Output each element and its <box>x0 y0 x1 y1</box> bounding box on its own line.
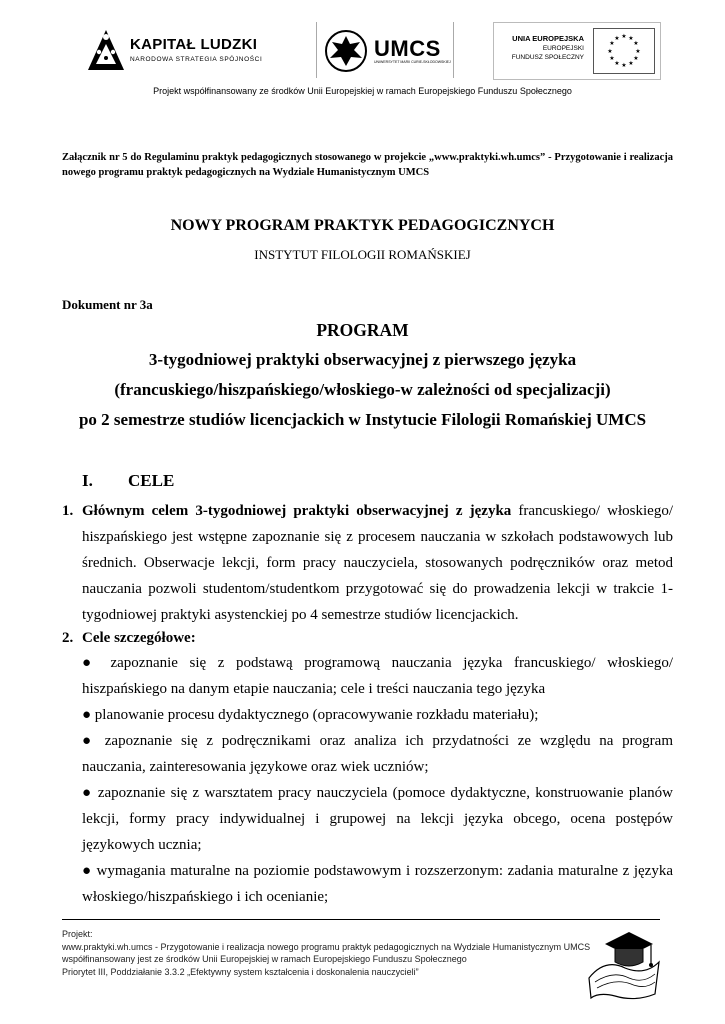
umcs-eagle-emblem-icon <box>324 28 368 74</box>
goals-list <box>82 650 673 910</box>
program-subtitle-1: 3-tygodniowej praktyki obserwacyjnej z pierwszego języka <box>148 350 577 369</box>
item2-number: 2. <box>62 630 74 646</box>
cofinance-note: Projekt współfinansowany ze środków Unii Europejskiej w ramach Europejskiego Funduszu Społecznego <box>153 86 572 96</box>
svg-text:★: ★ <box>614 60 620 67</box>
list-item: ● zapoznanie się z podstawą programową nauczania języka francuskiego/ włoskiego/ hiszpańskiego na danym etapie nauczania; cele i treści nauczania tego języka <box>82 655 673 697</box>
footer-divider <box>62 919 660 920</box>
svg-text:★: ★ <box>633 40 639 47</box>
footer-line-3: współfinansowany jest ze środków Unii Europejskiej w ramach Europejskiego Funduszu Społecznego <box>62 954 467 964</box>
svg-text:★: ★ <box>635 48 641 55</box>
svg-text:★: ★ <box>633 55 639 62</box>
eu-flag-icon <box>593 28 655 74</box>
eu-line3: FUNDUSZ SPOŁECZNY <box>511 54 584 61</box>
item1-text: francuskiego/ włoskiego/ hiszpańskiego jest wstępne zapoznanie się z procesem nauczania w szkołach podstawowych lub średnich. Obserwacje lekcji, form pracy nauczyciela, stosowanych podręczników oraz metod nauczania pozwoli studentom/studentkom przygotować się do prowadzenia lekcji w trakcie 1-tygodniowej praktyki asystenckiej po 4 semestrze studiów licencjackich. <box>82 503 673 623</box>
annex-note: Załącznik nr 5 do Regulaminu praktyk pedagogicznych stosowanego w projekcie „www.praktyki.wh.umcs” - Przygotowanie i realizacja nowego programu praktyk pedagogicznych na Wydziale Humanistycznym UMCS <box>62 152 673 178</box>
footer-line-1: Projekt: <box>62 929 93 939</box>
section-number: I. <box>82 471 93 490</box>
item2-label: Cele szczegółowe: <box>82 630 196 646</box>
item1-number: 1. <box>62 503 74 519</box>
footer-line-4: Priorytet III, Poddziałanie 3.3.2 „Efektywny system kształcenia i doskonalenia nauczycieli” <box>62 966 419 977</box>
umcs-fullname: UNIWERSYTET MARII CURIE-SKŁODOWSKIEJ <box>374 60 451 64</box>
eu-line1: UNIA EUROPEJSKA <box>512 34 584 43</box>
list-item: ● planowanie procesu dydaktycznego (opracowywanie rozkładu materiału); <box>82 707 539 723</box>
svg-text:★: ★ <box>621 62 627 69</box>
footer-text <box>62 928 592 978</box>
list-item: ● zapoznanie się z podręcznikami oraz analiza ich przydatności ze względu na program nauczania, zainteresowania językowe oraz wiek uczniów; <box>82 733 673 775</box>
section-title: CELE <box>128 471 175 490</box>
program-subtitle-3: po 2 semestrze studiów licencjackich w Instytucie Filologii Romańskiej UMCS <box>78 410 647 429</box>
item1-paragraph <box>82 498 673 628</box>
item1-bold-lead: Głównym celem 3-tygodniowej praktyki obserwacyjnej z języka <box>82 503 512 519</box>
institute-name: INSTYTUT FILOLOGII ROMAŃSKIEJ <box>254 247 471 262</box>
program-heading: PROGRAM <box>316 320 409 340</box>
program-subtitle-2: (francuskiego/hiszpańskiego/włoskiego-w zależności od specjalizacji) <box>114 380 611 399</box>
svg-text:★: ★ <box>609 40 615 47</box>
kapital-ludzki-title: KAPITAŁ LUDZKI <box>130 36 258 53</box>
kapital-ludzki-subtitle: NARODOWA STRATEGIA SPÓJNOŚCI <box>130 56 263 63</box>
list-item: ● wymagania maturalne na poziomie podstawowym i rozszerzonym: zadania maturalne z języka włoskiego/hiszpańskiego i ich ocenianie; <box>82 863 673 905</box>
svg-text:★: ★ <box>628 35 634 42</box>
graduation-cap-logo-icon <box>585 918 663 1004</box>
svg-text:★: ★ <box>621 33 627 40</box>
footer-line-2: www.praktyki.wh.umcs - Przygotowanie i realizacja nowego programu praktyk pedagogicznych na Wydziale Humanistycznym UMCS <box>62 941 591 952</box>
eu-line2: EUROPEJSKI <box>542 45 584 52</box>
svg-text:★: ★ <box>614 35 620 42</box>
list-item: ● zapoznanie się z warsztatem pracy nauczyciela (pomoce dydaktyczne, konstruowanie planów lekcji, formy pracy indywidualnej i grupowej na lekcji języka obcego, ocena postępów językowych ucznia; <box>82 785 673 853</box>
umcs-name: UMCS <box>374 36 441 61</box>
svg-text:★: ★ <box>609 55 615 62</box>
svg-text:★: ★ <box>628 60 634 67</box>
page-title: NOWY PROGRAM PRAKTYK PEDAGOGICZNYCH <box>170 217 555 234</box>
svg-text:★: ★ <box>607 48 613 55</box>
document-number: Dokument nr 3a <box>62 297 153 312</box>
